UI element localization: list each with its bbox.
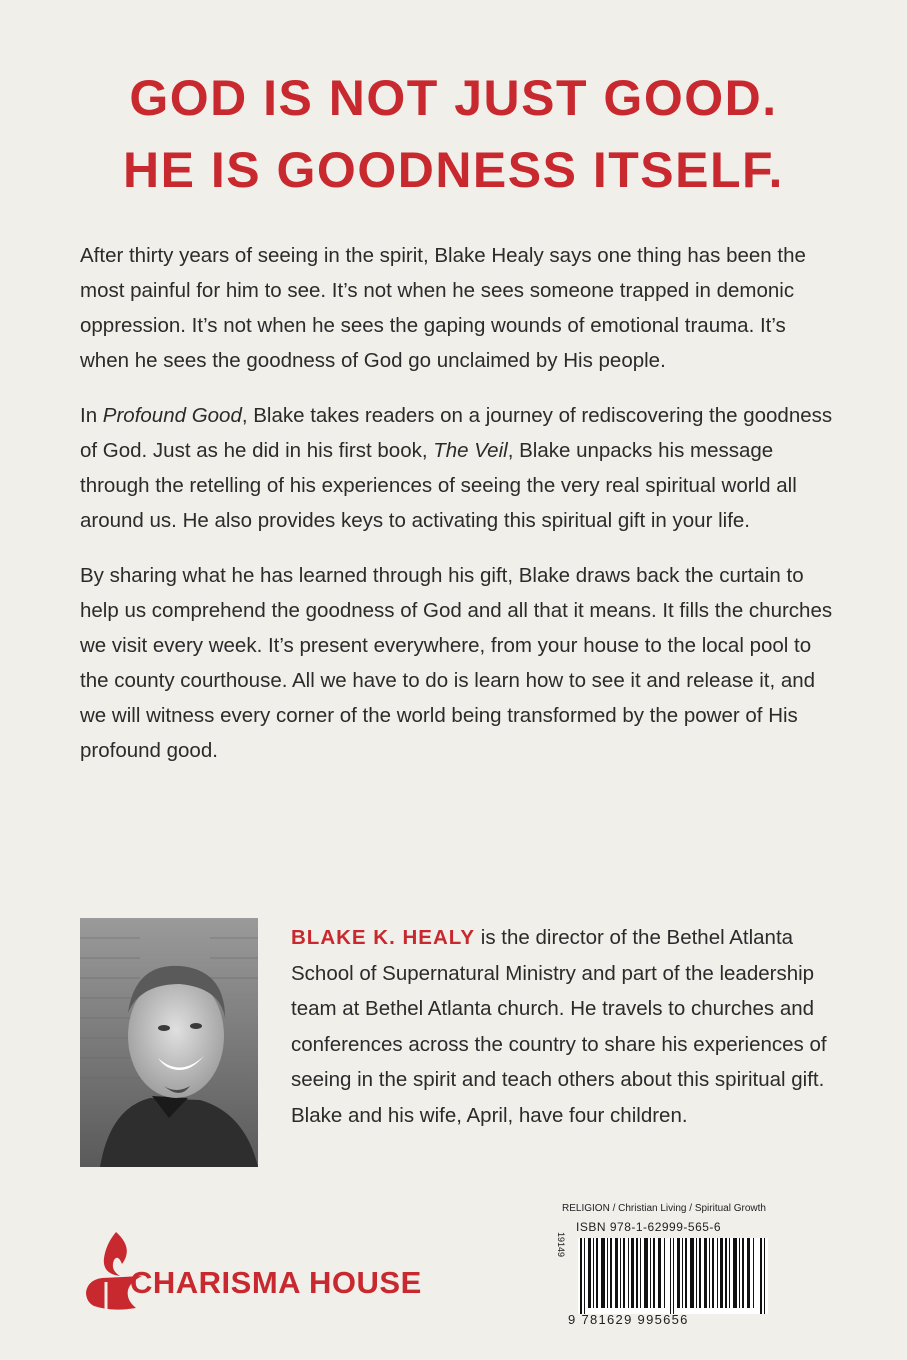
author-name: BLAKE K. HEALY	[291, 926, 476, 949]
book-title-profound-good: Profound Good	[102, 404, 242, 427]
author-photo	[80, 918, 258, 1167]
description-paragraph-1: After thirty years of seeing in the spirit, Blake Healy says one thing has been the most painful for him to see. It’s not when he sees someone trapped in demonic oppression. It’s not when he sees the gaping wounds of emotional trauma. It’s when he sees the goodness of God go unclaimed by His people.	[80, 244, 806, 372]
book-title-the-veil: The Veil	[433, 439, 508, 462]
barcode	[578, 1238, 768, 1314]
description-paragraph-3: By sharing what he has learned through his gift, Blake draws back the curtain to help us comprehend the goodness of God and all that it means. It fills the churches we visit every week. It’s present everywhere, from your house to the local pool to the county courthouse. All we have to do is learn how to see it and release it, and we will witness every corner of the world being transformed by the power of His profound good.	[80, 564, 833, 762]
publisher-name: CHARISMA HOUSE	[130, 1265, 422, 1300]
isbn: ISBN 978-1-62999-565-6	[576, 1220, 722, 1234]
price-code: 19149	[556, 1232, 566, 1258]
author-portrait-image	[80, 918, 258, 1167]
headline-line-2: HE IS GOODNESS ITSELF.	[123, 142, 784, 198]
author-bio-text: is the director of the Bethel Atlanta School of Supernatural Ministry and part of the leadership team at Bethel Atlanta church. He travels to churches and conferences across the country to share his experiences of seeing in the spirit and teach others about this spiritual gift. Blake and his wife, April, have four children.	[291, 926, 827, 1127]
headline	[0, 62, 907, 206]
headline-line-1: GOD IS NOT JUST GOOD.	[129, 70, 778, 126]
author-bio	[291, 920, 831, 1133]
description-paragraph-2	[80, 398, 840, 538]
text-span: In	[80, 404, 103, 427]
barcode-icon	[578, 1238, 768, 1314]
book-category: RELIGION / Christian Living / Spiritual Growth	[562, 1203, 766, 1214]
barcode-number: 9 781629 995656	[568, 1312, 689, 1327]
book-description	[80, 238, 840, 788]
text-span: , Blake unpacks his message through the retelling of his experiences of seeing the very real spiritual world all around us. He also provides keys to activating this spiritual gift in your life.	[80, 439, 797, 532]
text-span: , Blake takes readers on a journey of rediscovering the goodness of God. Just as he did in his first book,	[80, 404, 833, 462]
